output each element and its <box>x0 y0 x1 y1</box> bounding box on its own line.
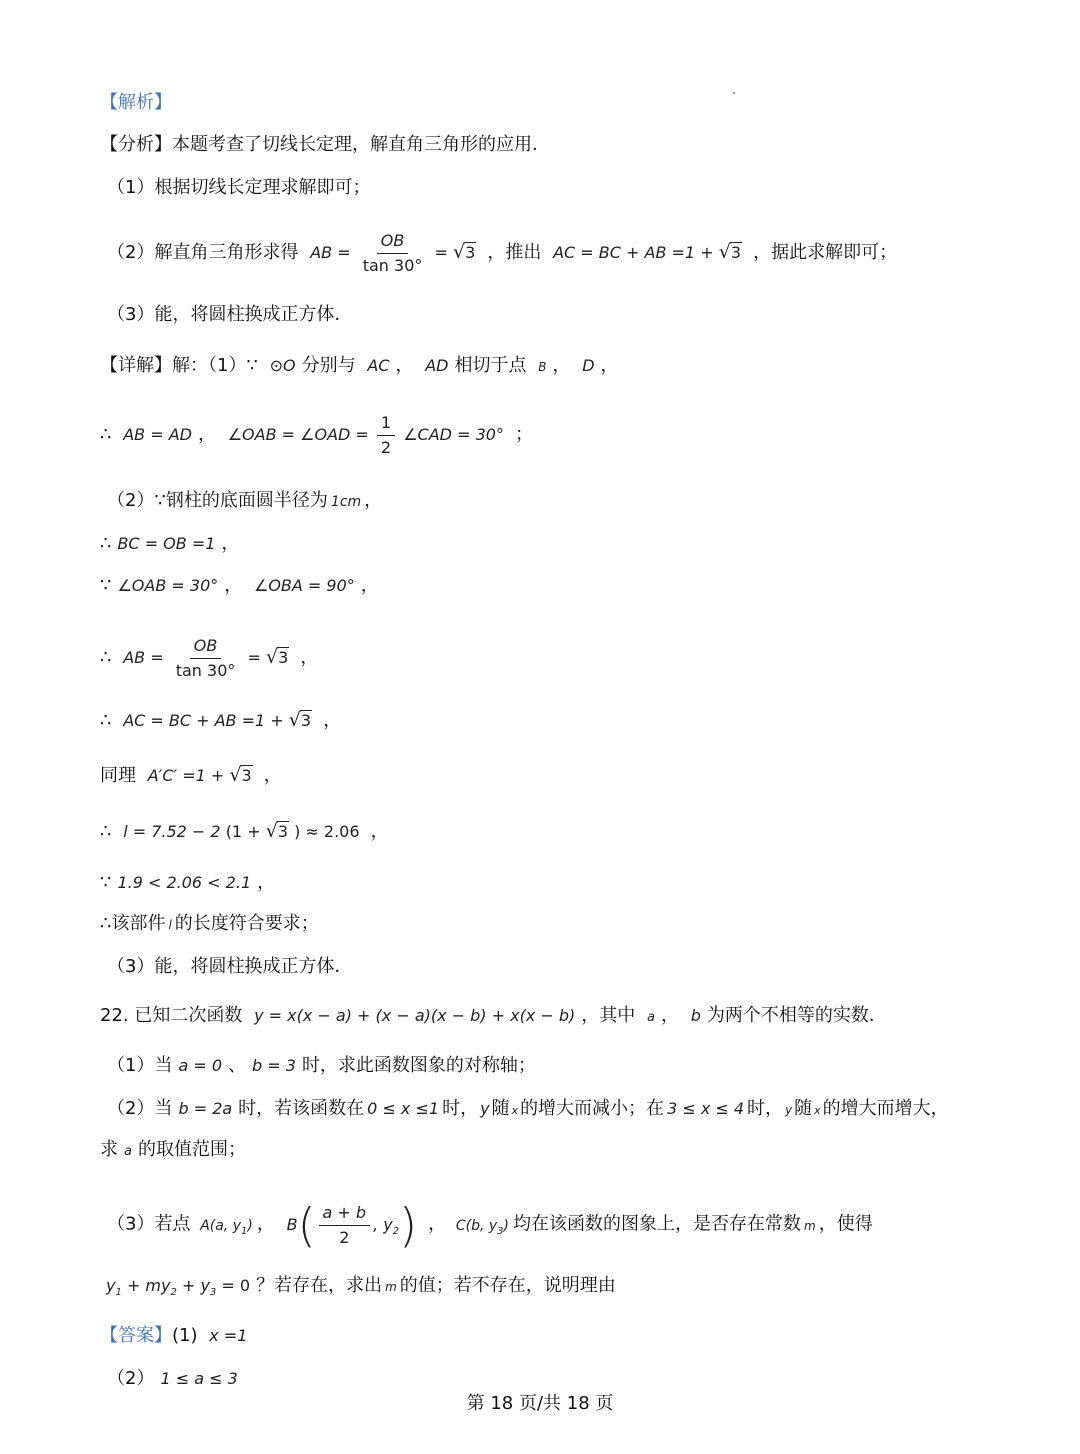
q3-h: 的增大而增大， <box>822 1098 949 1119</box>
q6-math <box>106 1276 251 1299</box>
d10-b: ， <box>257 872 276 893</box>
detail-line-4 <box>100 532 1020 556</box>
q3-x: x <box>511 1104 519 1117</box>
q6-m: m <box>385 1280 397 1294</box>
d1-ac: AC <box>367 356 390 375</box>
analysis-point-3 <box>107 303 1020 327</box>
p2-fraction <box>359 232 427 275</box>
q4-b: 的取值范围； <box>137 1139 246 1160</box>
q22-line-2 <box>107 1054 1020 1078</box>
d3-a: （2）∵钢柱的底面圆半径为 <box>107 490 328 511</box>
p2-sqrt-radicand: 3 <box>465 243 476 262</box>
d2-c: ； <box>515 424 534 445</box>
q6-a: ？若存在，求出 <box>256 1275 383 1296</box>
d7-math <box>123 711 317 730</box>
d7-sqrt-radicand: 3 <box>300 711 312 730</box>
q3-m3: 3 ≤ x ≤ 4 <box>667 1099 745 1118</box>
q2-a: （1）当 <box>107 1055 173 1076</box>
analysis-text: 本题考查了切线长定理，解直角三角形的应用． <box>172 134 550 155</box>
d2-b: ， <box>197 424 216 445</box>
d2-m3: ∠CAD = 30° <box>403 425 504 444</box>
q5-C3: 3 <box>497 1225 504 1237</box>
d5-m1: ∠OAB = 30° <box>117 576 219 595</box>
d7-b: ， <box>323 710 342 731</box>
q6-s3: 3 <box>209 1287 217 1299</box>
q3-d: 随 <box>491 1098 510 1119</box>
d6-num: OB <box>190 637 222 659</box>
d2-fraction <box>377 414 395 457</box>
q6-y1: y <box>106 1276 116 1295</box>
q5-b: ， <box>256 1213 275 1235</box>
q1-a2: a <box>647 1010 655 1025</box>
p2-text-a: （2）解直角三角形求得 <box>107 242 299 263</box>
d8-m: A′C′ =1 + <box>147 766 225 785</box>
p2-sqrt-2-radicand: 3 <box>730 243 741 262</box>
d1-e: ， <box>552 355 571 376</box>
analysis-tag: 【分析】 <box>100 134 172 155</box>
detail-line-5 <box>100 574 1020 598</box>
d1-ad: AD <box>425 356 449 375</box>
p2-math <box>310 231 481 275</box>
q3-m1: b = 2a <box>178 1099 233 1118</box>
q3-b: 时，若该函数在 <box>238 1098 365 1119</box>
q5-c: ， <box>428 1213 447 1235</box>
q3-e: 的增大而减小；在 <box>520 1098 665 1119</box>
d11-b: 的长度符合要求； <box>174 913 319 934</box>
q3-f: 时， <box>747 1098 784 1119</box>
q2-m1: a = 0 <box>178 1056 223 1075</box>
d3-unit: 1cm <box>330 494 362 510</box>
q5-A: A(a, y <box>200 1217 241 1234</box>
q5-rparen: ) <box>399 1198 418 1252</box>
d1-bpt: B <box>538 360 547 374</box>
q1-d: 为两个不相等的实数． <box>706 1005 887 1026</box>
q6-p2: + y <box>181 1276 210 1295</box>
d2-a: ∴ <box>100 424 112 445</box>
d9-m3: ) ≈ 2.06 <box>294 822 360 841</box>
detail-tag: 【详解】 <box>100 355 172 376</box>
d1-circle: ⊙O <box>269 356 296 375</box>
q5-num: a + b <box>319 1204 371 1226</box>
d6-den: tan 30° <box>175 661 236 680</box>
d4-a: ∴ <box>100 533 112 554</box>
d2-num: 1 <box>377 414 395 436</box>
d8-sqrt: √ 3 <box>229 764 252 786</box>
q5-B2: 2 <box>392 1225 400 1237</box>
p2-eq: = <box>434 243 448 262</box>
d9-m1: l = 7.52 − 2 <box>123 822 221 841</box>
d5-a: ∵ <box>100 575 112 596</box>
q5-d: 均在该函数的图象上，是否存在常数 <box>513 1213 802 1235</box>
q5-a: （3）若点 <box>107 1213 191 1235</box>
d2-m1: AB = AD <box>123 425 192 444</box>
analysis-point-1 <box>107 176 1020 200</box>
detail-line-6 <box>100 637 1020 680</box>
q6-s1: 1 <box>115 1287 122 1299</box>
detail-line-2 <box>100 414 1020 457</box>
q22-line-3 <box>107 1097 1020 1123</box>
d2-math <box>227 413 509 457</box>
a1-m: x =1 <box>209 1326 248 1345</box>
q1-a: 22. 已知二次函数 <box>100 1005 243 1026</box>
q3-y2: y <box>785 1103 793 1117</box>
analysis-p3-text: （3）能，将圆柱换成正方体． <box>107 304 353 325</box>
d9-b: ， <box>370 821 389 842</box>
q5-lparen: ( <box>297 1198 316 1252</box>
p2-math-2 <box>553 243 747 262</box>
d6-math <box>123 636 294 680</box>
detail-line-11 <box>100 912 1020 937</box>
q1-c: ， <box>660 1005 679 1026</box>
q22-line-5 <box>107 1198 1020 1252</box>
p2-sqrt: √ 3 <box>452 241 476 263</box>
q5-By: , y <box>373 1214 393 1234</box>
p2-sqrt-2: √ 3 <box>718 241 741 263</box>
d11-l: l <box>168 918 172 932</box>
p2-num: OB <box>377 232 409 254</box>
q5-Ac: ) <box>247 1217 253 1234</box>
q6-p: + my <box>126 1276 171 1295</box>
q6-b: 的值；若不存在，说明理由 <box>399 1275 616 1296</box>
d9-sqrt: √ 3 <box>265 820 288 842</box>
d7-a: ∴ <box>100 710 112 731</box>
q3-c: 时， <box>442 1098 479 1119</box>
detail-line-7 <box>100 709 1020 733</box>
d8-b: ， <box>263 765 282 786</box>
d6-sqrt-radicand: 3 <box>278 648 289 667</box>
d3-b: ， <box>364 490 383 511</box>
q3-y: y <box>480 1099 490 1118</box>
p2-ac: AC = BC + AB =1 + <box>553 243 714 262</box>
d1-d: 相切于点 <box>454 355 527 376</box>
detail-line-3 <box>107 489 1020 514</box>
d12-text: （3）能，将圆柱换成正方体． <box>107 956 353 977</box>
q5-Cc: ) <box>503 1217 510 1234</box>
q6-s2: 2 <box>170 1287 177 1299</box>
d2-den: 2 <box>380 438 392 457</box>
q2-c: 时，求此函数图象的对称轴； <box>301 1055 536 1076</box>
q5-fraction <box>319 1204 371 1247</box>
q4-a: 求 <box>100 1139 118 1160</box>
d5-m2: ∠OBA = 90° <box>253 576 355 595</box>
d6-sqrt: √ 3 <box>265 646 289 668</box>
q2-b: 、 <box>228 1055 247 1076</box>
analysis-point-2 <box>107 232 1020 275</box>
detail-line-8 <box>100 764 1020 788</box>
d7-sqrt: √ 3 <box>288 709 312 731</box>
d1-dpt: D <box>582 356 595 375</box>
p2-ab: AB = <box>310 243 351 262</box>
d9-math <box>123 822 364 841</box>
detail-line-12 <box>107 955 1020 979</box>
d1-a: 解：（1）∵ <box>172 355 258 376</box>
d4-m: BC = OB =1 <box>117 534 216 553</box>
analysis-p1-text: （1）根据切线长定理求解即可； <box>107 177 371 198</box>
q5-B: B <box>286 1214 298 1234</box>
d1-c: ， <box>395 355 414 376</box>
q3-g: 随 <box>794 1098 813 1119</box>
d4-b: ， <box>221 533 240 554</box>
q3-x2: x <box>814 1104 821 1117</box>
q5-C: C(b, y <box>455 1217 498 1234</box>
q3-m2: 0 ≤ x ≤1 <box>367 1099 440 1118</box>
d9-m2: (1 + <box>225 822 261 841</box>
d1-f: ， <box>600 355 619 376</box>
detail-line-9 <box>100 820 1020 844</box>
d5-c: ， <box>360 575 379 596</box>
q22-line-6 <box>100 1274 1020 1305</box>
q2-m2: b = 3 <box>252 1056 296 1075</box>
q5-den: 2 <box>339 1227 350 1247</box>
d11-a: ∴该部件 <box>100 913 166 934</box>
answer-line-1 <box>100 1324 1020 1348</box>
section-label-jiexi <box>100 91 1020 115</box>
q5-A1: 1 <box>241 1225 248 1237</box>
q1-b: ，其中 <box>581 1005 636 1026</box>
d1-b: 分别与 <box>301 355 356 376</box>
q6-p3: = 0 <box>221 1276 251 1295</box>
q5-mm: m <box>804 1218 816 1233</box>
a2-a: （2） <box>107 1368 155 1389</box>
d10-a: ∵ <box>100 872 112 893</box>
answer-line-2 <box>107 1367 1020 1391</box>
q1-m: y = x(x − a) + (x − a)(x − b) + x(x − b) <box>254 1006 576 1025</box>
d7-m: AC = BC + AB =1 + <box>123 711 284 730</box>
d8-sqrt-radicand: 3 <box>241 766 252 785</box>
a2-m: 1 ≤ a ≤ 3 <box>160 1369 238 1388</box>
d2-m2: ∠OAB = ∠OAD = <box>227 425 369 444</box>
p2-text-b: ，推出 <box>487 242 542 263</box>
d10-m: 1.9 < 2.06 < 2.1 <box>117 873 252 892</box>
d6-fraction <box>172 637 240 680</box>
d6-m: AB = <box>123 648 164 667</box>
p2-den: tan 30° <box>362 256 423 275</box>
q5-pointB <box>286 1198 423 1252</box>
d8-math <box>148 766 258 785</box>
page-footer: 第 18 页/共 18 页 <box>466 1393 614 1414</box>
d9-a: ∴ <box>100 821 112 842</box>
q5-e: ，使得 <box>818 1213 873 1235</box>
d6-b: ， <box>300 647 319 668</box>
a1-a: (1) <box>172 1325 198 1346</box>
q3-a: （2）当 <box>107 1098 173 1119</box>
d6-a: ∴ <box>100 647 112 668</box>
d6-eq: = <box>247 648 261 667</box>
answer-tag: 【答案】 <box>100 1325 172 1346</box>
p2-text-c: ，据此求解即可； <box>753 242 898 263</box>
q22-line-4 <box>100 1138 1020 1164</box>
d8-a: 同理 <box>100 765 136 786</box>
d9-sqrt-radicand: 3 <box>277 822 288 841</box>
q5-pointC <box>455 1217 510 1237</box>
q5-pointA <box>200 1217 253 1237</box>
jiexi-tag: 【解析】 <box>100 92 172 113</box>
q22-line-1 <box>100 1004 1020 1030</box>
q4-m: a <box>124 1144 132 1159</box>
detail-line-10 <box>100 871 1020 895</box>
detail-line-1 <box>100 354 1020 379</box>
analysis-line <box>100 133 1020 157</box>
d5-b: ， <box>224 575 243 596</box>
q1-b2: b <box>690 1006 701 1025</box>
